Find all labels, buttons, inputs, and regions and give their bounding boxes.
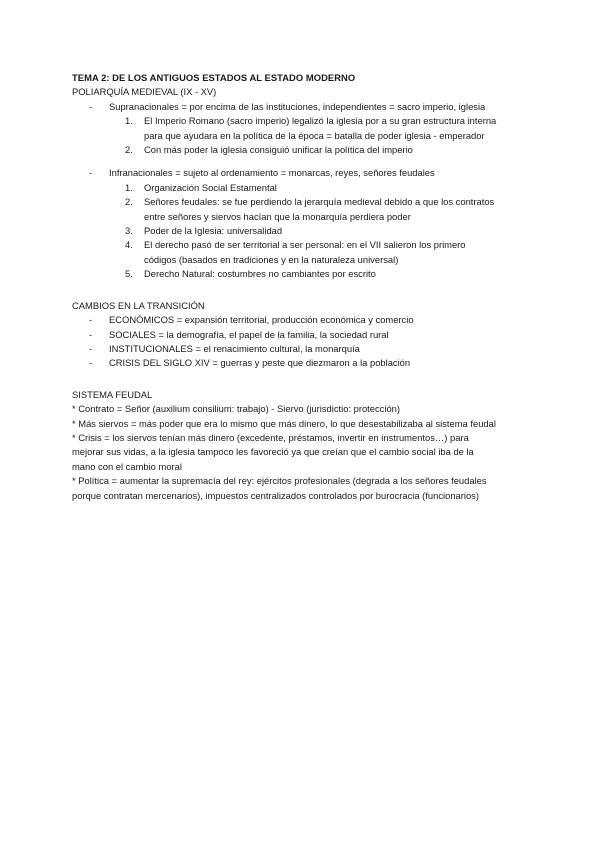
dash-marker: -: [89, 357, 93, 369]
bullet-text: Supranacionales = por encima de las instituciones, independientes = sacro imperio, iglesia: [109, 100, 486, 112]
list-item-line: El derecho pasó de ser territorial a ser personal: en el VII salieron los primero: [144, 239, 466, 251]
list-item: [72, 143, 540, 157]
list-item: [72, 238, 540, 267]
list-number: 2.: [125, 144, 133, 156]
bullet-supranacionales: [72, 100, 540, 114]
list-item-line: Con más poder la iglesia consiguió unificar la política del imperio: [144, 144, 413, 156]
dash-marker: -: [89, 167, 93, 179]
paragraph-line: mano con el cambio moral: [72, 460, 182, 472]
list-item-line: Señores feudales: se fue perdiendo la jerarquía medieval debido a que los contratos: [144, 196, 495, 208]
bullet-institucionales: [72, 342, 540, 356]
bullet-crisis: [72, 356, 540, 370]
list-item-line: El Imperio Romano (sacro imperio) legalizó la iglesia por a su gran estructura interna: [144, 115, 497, 127]
list-item: [72, 267, 540, 281]
bullet-sociales: [72, 328, 540, 342]
bullet-text: INSTITUCIONALES = el renacimiento cultural, la monarquía: [109, 342, 360, 354]
list-number: 1.: [125, 181, 133, 193]
list-number: 5.: [125, 268, 133, 280]
document-title: TEMA 2: DE LOS ANTIGUOS ESTADOS AL ESTADO MODERNO: [72, 72, 356, 83]
bullet-text: ECONÓMICOS = expansión territorial, producción económica y comercio: [109, 314, 414, 326]
bullet-text: Infranacionales = sujeto al ordenamiento = monarcas, reyes, señores feudales: [109, 167, 435, 179]
bullet-text: CRISIS DEL SIGLO XIV = guerras y peste que diezmaron a la población: [109, 357, 411, 369]
list-number: 4.: [125, 239, 133, 251]
list-number: 2.: [125, 196, 133, 208]
list-number: 1.: [125, 115, 133, 127]
bullet-economicos: [72, 313, 540, 327]
dash-marker: -: [89, 342, 93, 354]
list-item-line: Derecho Natural: costumbres no cambiantes por escrito: [144, 268, 376, 280]
list-number: 3.: [125, 225, 133, 237]
list-item-line: entre señores y siervos hacían que la monarquía perdiera poder: [144, 210, 411, 222]
paragraph-line: * Política = aumentar la supremacía del rey: ejércitos profesionales (degrada a los señores feudales: [72, 475, 487, 487]
list-item: [72, 195, 540, 224]
list-item: [72, 114, 540, 143]
paragraph-line: mejorar sus vidas, a la iglesia tampoco les favoreció ya que creían que el cambio social iba de la: [72, 446, 474, 458]
section-heading-cambios: CAMBIOS EN LA TRANSICIÓN: [72, 299, 205, 311]
dash-marker: -: [89, 328, 93, 340]
numbered-list-infra: [72, 181, 540, 282]
document-page: [72, 71, 540, 503]
list-item-line: Poder de la Iglesia: universalidad: [144, 225, 283, 237]
paragraph-line: porque contratan mercenarios), impuestos centralizados controlados por burocracia (funcionarios): [72, 489, 479, 501]
list-item: [72, 181, 540, 195]
paragraph-line: * Contrato = Señor (auxilium consilium: trabajo) - Siervo (jurisdictio: protección): [72, 403, 400, 415]
section-heading-poliarquia: POLIARQUÍA MEDIEVAL (IX - XV): [72, 86, 217, 98]
list-item-line: Organización Social Estamental: [144, 181, 277, 193]
bullet-text: SOCIALES = la demografía, el papel de la familia, la sociedad rural: [109, 328, 389, 340]
section-heading-sistema-feudal: SISTEMA FEUDAL: [72, 388, 153, 400]
paragraph-line: * Más siervos = más poder que era lo mismo que más dinero, lo que desestabilizaba al sistema feudal: [72, 417, 496, 429]
bullet-infranacionales: [72, 166, 540, 180]
dash-marker: -: [89, 314, 93, 326]
paragraph-line: * Crisis = los siervos tenían más dinero (excedente, préstamos, invertir en instrumentos…) para: [72, 431, 469, 443]
list-item: [72, 224, 540, 238]
list-item-line: códigos (basados en tradiciones y en la naturaleza universal): [144, 253, 399, 265]
dash-marker: -: [89, 100, 93, 112]
numbered-list-supra: [72, 114, 540, 157]
list-item-line: para que ayudara en la política de la época = batalla de poder iglesia - emperador: [144, 129, 485, 141]
